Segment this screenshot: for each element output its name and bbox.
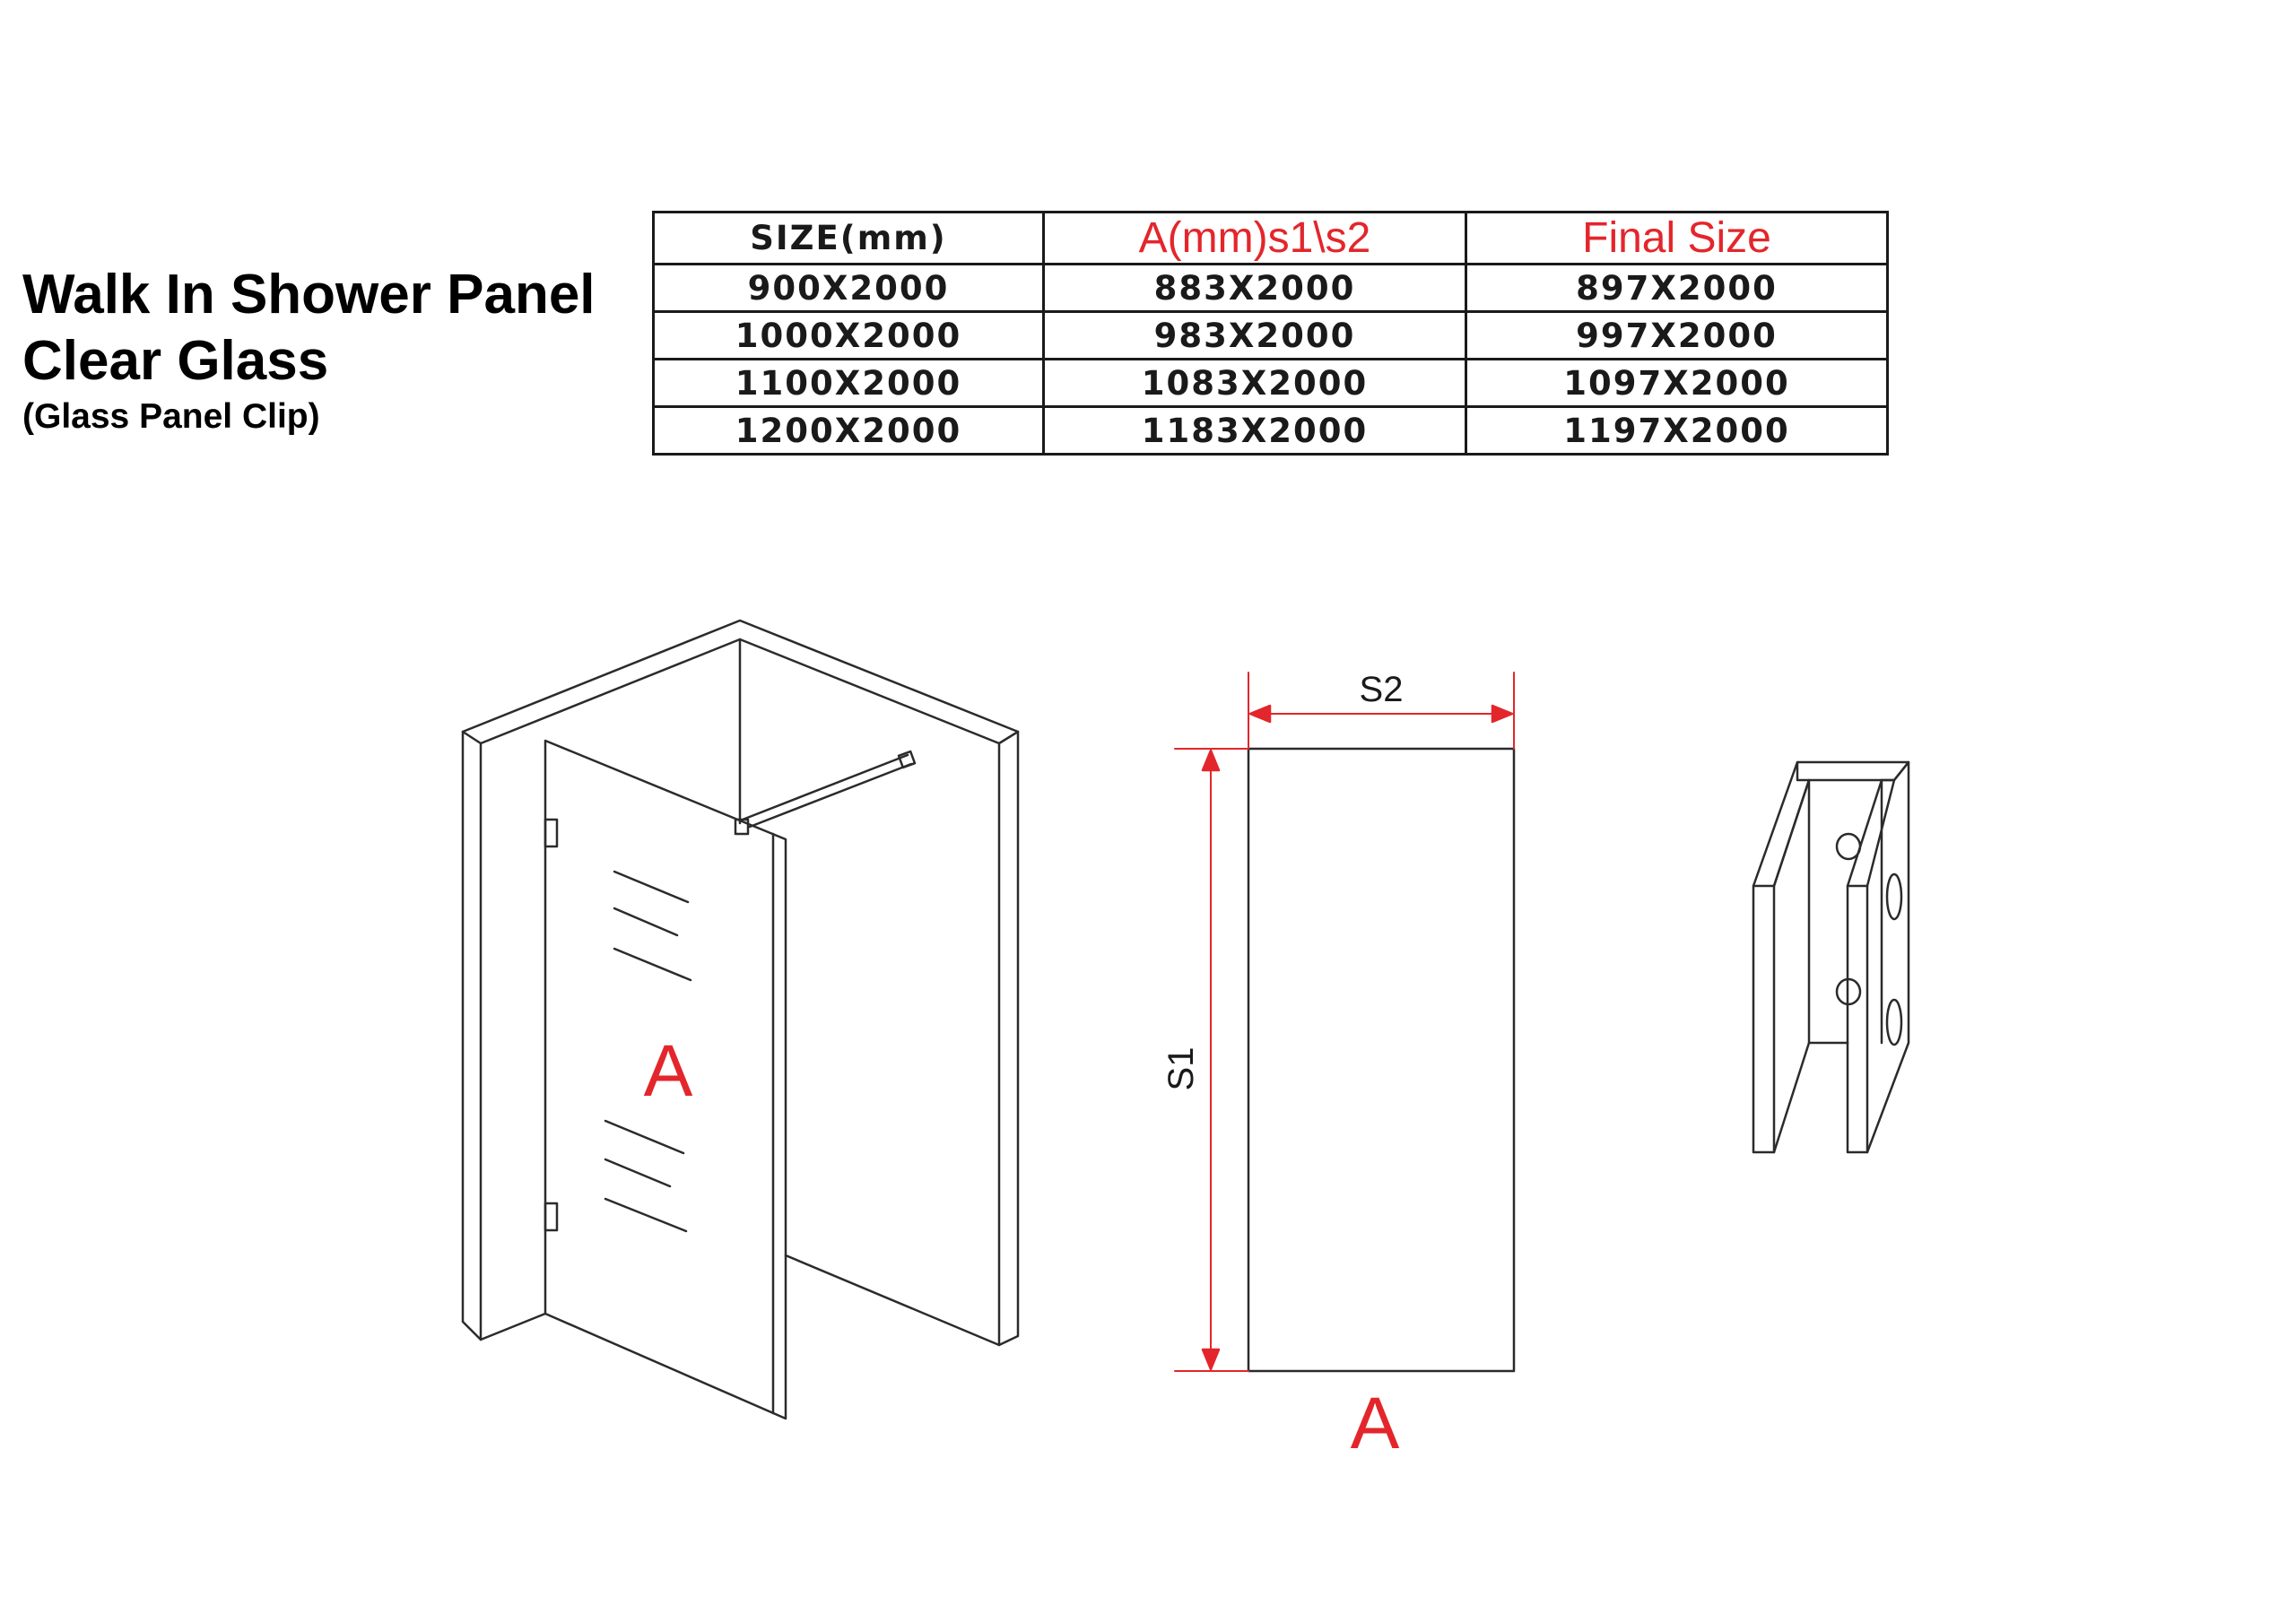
right-wall: [999, 732, 1018, 1345]
glass-clip-view: [1753, 762, 1909, 1152]
right-wall-base: [786, 1255, 999, 1345]
wall-clip-bottom: [545, 1203, 557, 1230]
table-cell-final: 897X2000: [1466, 265, 1888, 312]
glass-pattern-bottom: [605, 1121, 686, 1231]
support-bar-end: [899, 751, 915, 768]
header-size: SIZE(mm): [654, 213, 1044, 265]
clip-outer-right: [1848, 886, 1867, 1152]
table-cell-size: 1200X2000: [654, 407, 1044, 455]
s1-arrow-bottom: [1203, 1350, 1219, 1369]
clip-bottom-edge: [1774, 1043, 1848, 1152]
left-wall-base: [481, 1314, 545, 1340]
table-cell-a: 983X2000: [1044, 312, 1466, 360]
s1-label: S1: [1161, 1046, 1201, 1091]
clip-hole-top: [1837, 834, 1860, 859]
glass-pattern-top: [614, 872, 691, 980]
table-cell-size: 1100X2000: [654, 360, 1044, 407]
table-cell-a: 883X2000: [1044, 265, 1466, 312]
table-cell-size: 1000X2000: [654, 312, 1044, 360]
table-cell-final: 997X2000: [1466, 312, 1888, 360]
table-cell-final: 1197X2000: [1466, 407, 1888, 455]
table-cell-a: 1083X2000: [1044, 360, 1466, 407]
wall-clip-top: [545, 820, 557, 846]
isometric-shower-view: [463, 621, 1018, 1419]
table-cell-size: 900X2000: [654, 265, 1044, 312]
clip-outer-left: [1753, 886, 1774, 1152]
support-bar: [743, 755, 911, 827]
product-note: (Glass Panel Clip): [22, 397, 320, 436]
s1-arrow-top: [1203, 751, 1219, 770]
s2-arrow-right: [1492, 706, 1512, 722]
header-a: A(mm)s1\s2: [1044, 213, 1466, 265]
product-subtitle: Clear Glass: [22, 330, 329, 392]
left-wall: [463, 732, 481, 1340]
clip-right-top: [1848, 780, 1894, 886]
table-cell-a: 1183X2000: [1044, 407, 1466, 455]
header-final-size: Final Size: [1466, 213, 1888, 265]
clip-back-plate: [1797, 762, 1809, 1043]
clip-right-back: [1867, 762, 1909, 1152]
product-title: Walk In Shower Panel: [22, 264, 596, 325]
s2-arrow-left: [1250, 706, 1270, 722]
front-panel: [1248, 749, 1514, 1371]
s2-label: S2: [1359, 670, 1404, 709]
clip-inner-left: [1774, 780, 1809, 886]
clip-hole-right-bottom: [1887, 1000, 1901, 1045]
panel-label-front: A: [1350, 1383, 1400, 1464]
front-panel-view: [1161, 670, 1514, 1464]
clip-hole-right-top: [1887, 874, 1901, 919]
table-cell-final: 1097X2000: [1466, 360, 1888, 407]
panel-label-iso: A: [643, 1030, 693, 1112]
